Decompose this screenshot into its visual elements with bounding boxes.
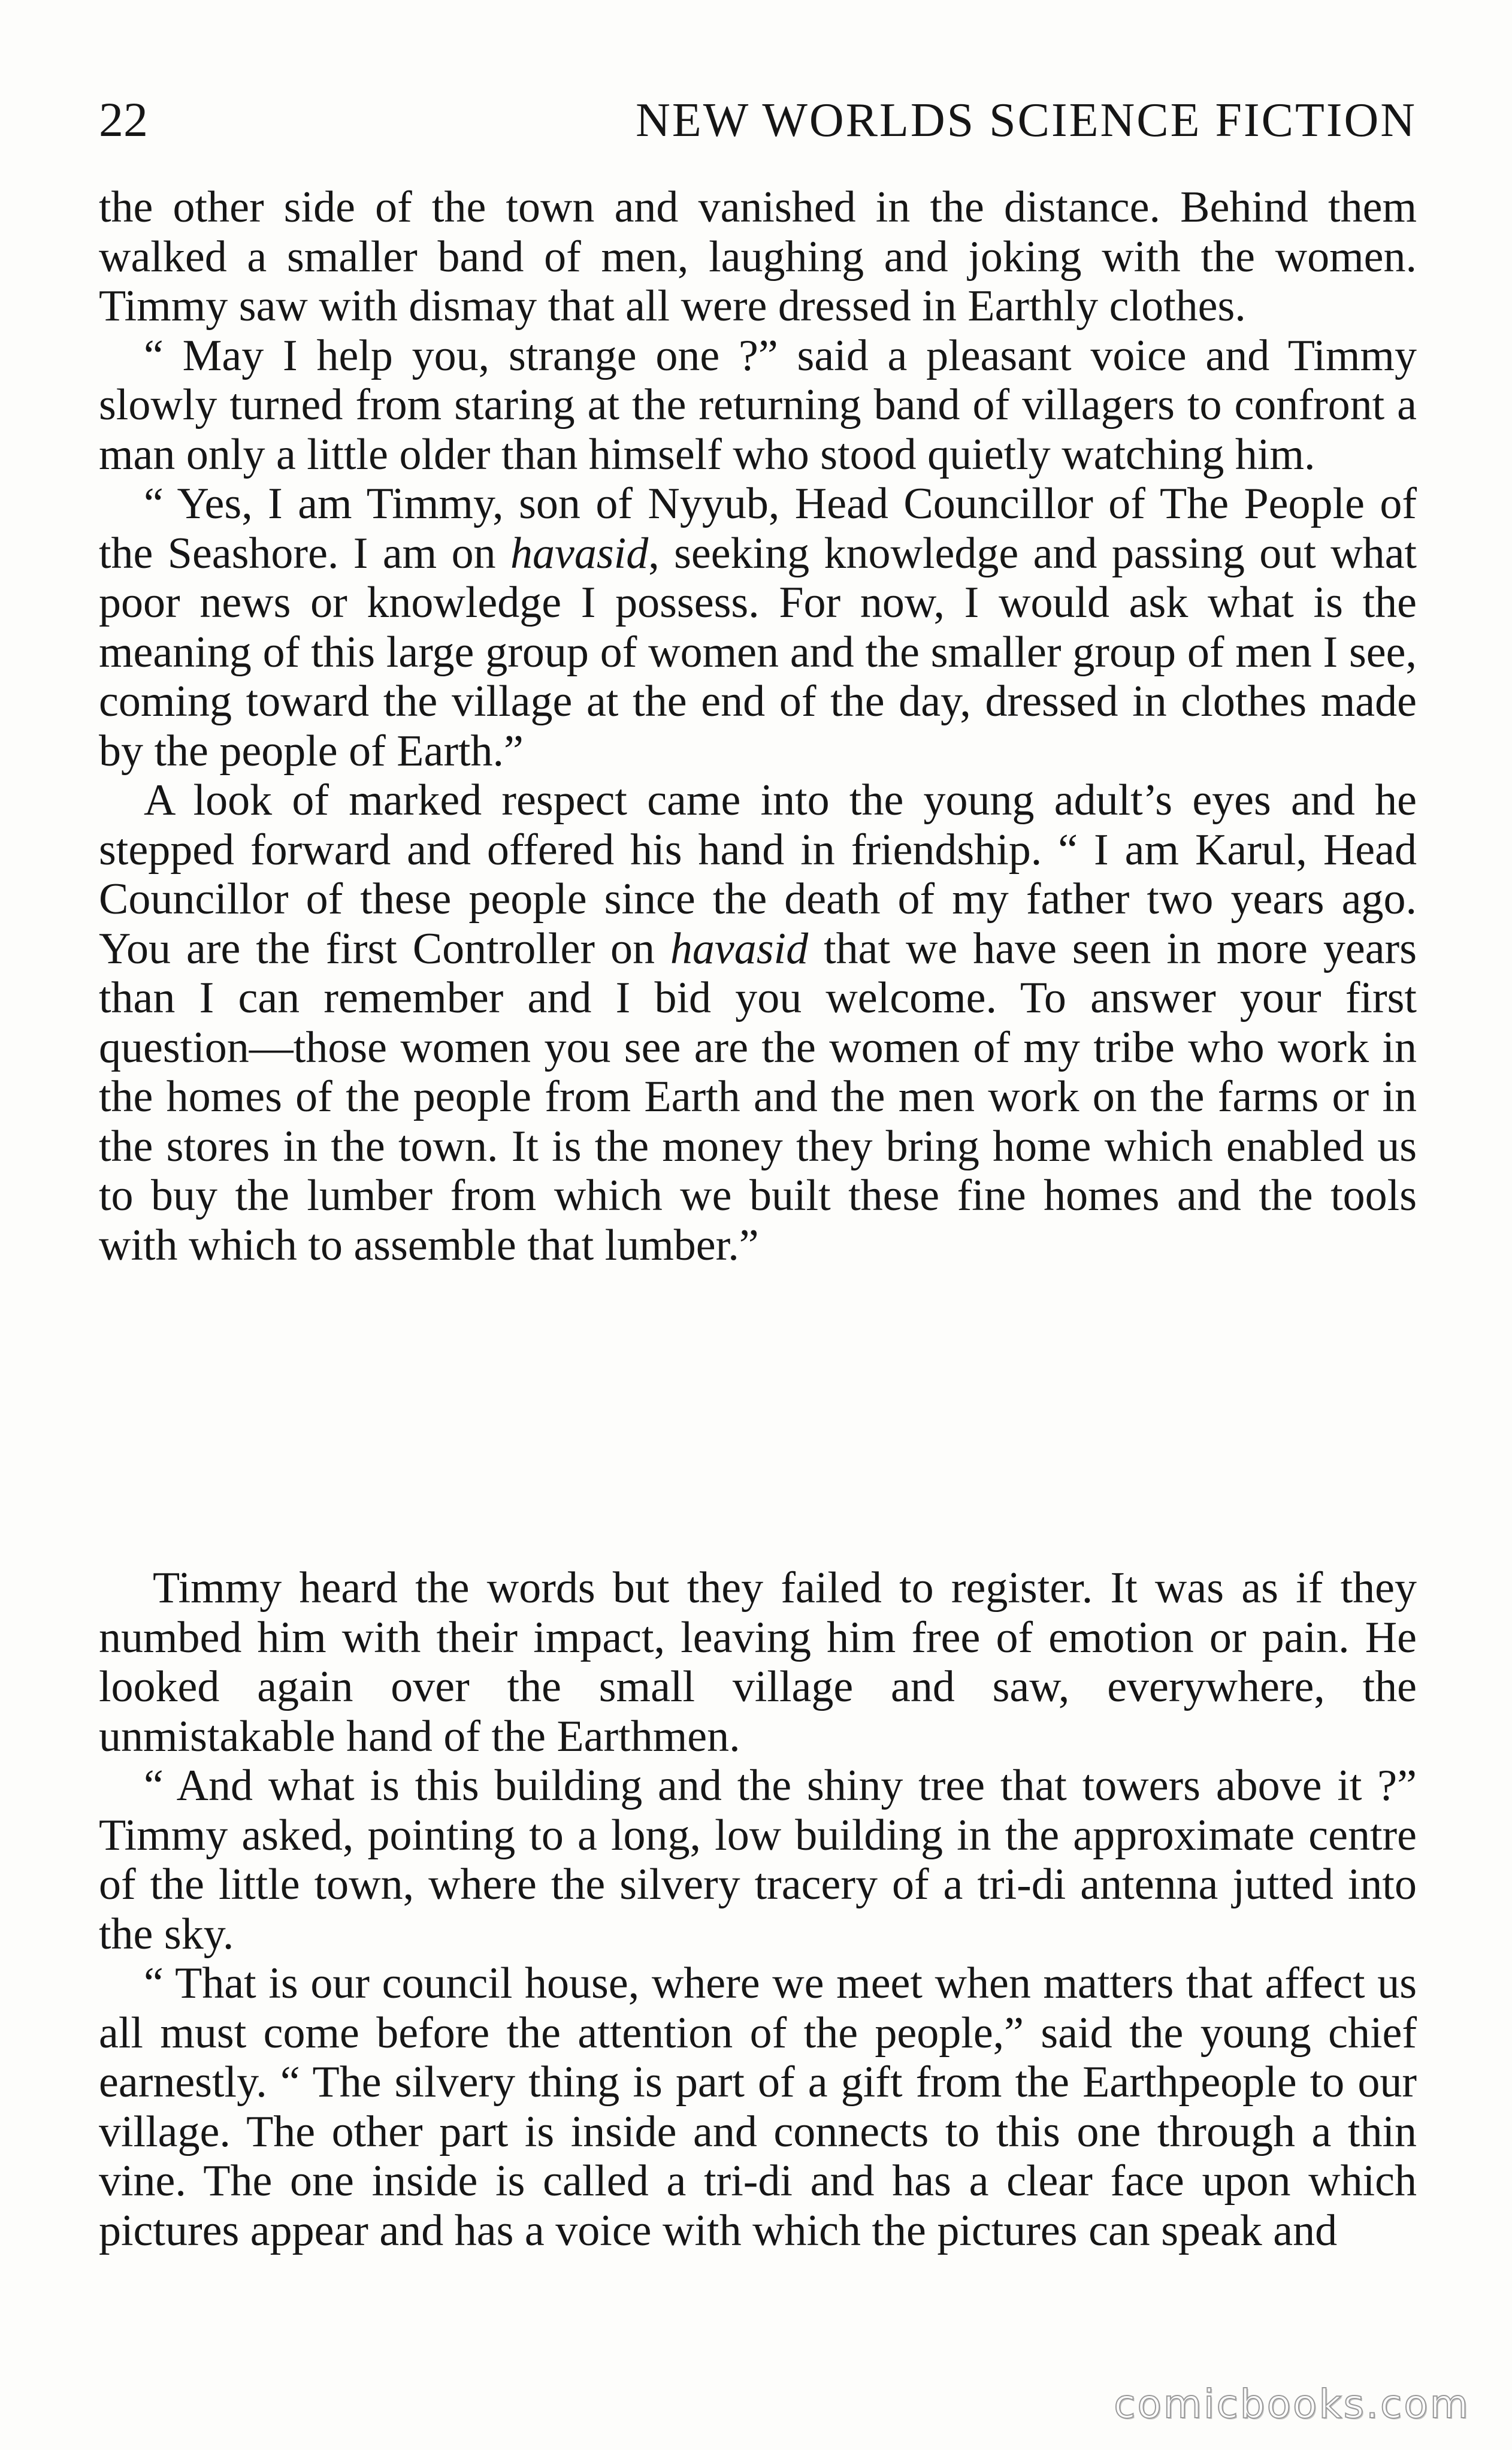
paragraph-karul-reply — [99, 776, 1417, 1270]
havasid-term: havasid — [510, 528, 649, 578]
paragraph-timmy-intro — [99, 479, 1417, 776]
paragraph-shiny-tree: “ And what is this building and the shiny tree that towers above it ?” Timmy asked, pointing to a long, low building in the approximate centre of the little town, where the silvery tracery of a tri-di antenna jutted into the sky. — [99, 1761, 1417, 1959]
text-column-top — [99, 183, 1417, 1270]
text-column-bottom — [99, 1563, 1417, 2255]
page-number: 22 — [99, 92, 148, 147]
havasid-term: havasid — [670, 924, 809, 973]
running-head — [99, 87, 1417, 153]
site-watermark: comicbooks.com — [1114, 2381, 1470, 2427]
paragraph-council-house: “ That is our council house, where we meet when matters that affect us all must come before the attention of the people,” said the young chief earnestly. “ The silvery thing is part of a gift from the Earthpeople to our village. The other part is inside and connects to this one through a thin vine. The one inside is called a tri-di and has a clear face upon which pictures appear and has a voice with which the pictures can speak and — [99, 1959, 1417, 2255]
paragraph-karul-reply-part-1: A look of marked respect came into the young adult’s eyes and he stepped forward and offered his hand in friendship. “ I am Karul, Head Councillor of these people since the death of my father two years ago. You are the first Controller on — [99, 776, 1417, 973]
paragraph-timmy-intro-part-1: “ Yes, I am Timmy, son of Nyyub, Head Councillor of The People of the Seashore. I am on — [99, 479, 1417, 578]
paragraph-may-i-help: “ May I help you, strange one ?” said a pleasant voice and Timmy slowly turned from staring at the returning band of villagers to confront a man only a little older than himself who stood quietly watching him. — [99, 331, 1417, 479]
paragraph-continuation: the other side of the town and vanished in the distance. Behind them walked a smaller band of men, laughing and joking with the women. Timmy saw with dismay that all were dressed in Earthly clothes. — [99, 183, 1417, 331]
paragraph-karul-reply-part-2: that we have seen in more years than I can remember and I bid you welcome. To answer your first question—those women you see are the women of my tribe who work in the homes of the people from Earth and the men work on the farms or in the stores in the town. It is the money they bring home which enabled us to buy the lumber from which we built these fine homes and the tools with which to assemble that lumber.” — [99, 924, 1417, 1270]
journal-title: NEW WORLDS SCIENCE FICTION — [636, 94, 1417, 147]
paragraph-timmy-heard: Timmy heard the words but they failed to register. It was as if they numbed him with their impact, leaving him free of emotion or pain. He looked again over the small village and saw, everywhere, the unmistakable hand of the Earthmen. — [99, 1563, 1417, 1761]
paragraph-timmy-intro-part-2: , seeking knowledge and passing out what poor news or knowledge I possess. For now, I would ask what is the meaning of this large group of women and the smaller group of men I see, coming toward the village at the end of the day, dressed in clothes made by the people of Earth.” — [99, 528, 1417, 776]
